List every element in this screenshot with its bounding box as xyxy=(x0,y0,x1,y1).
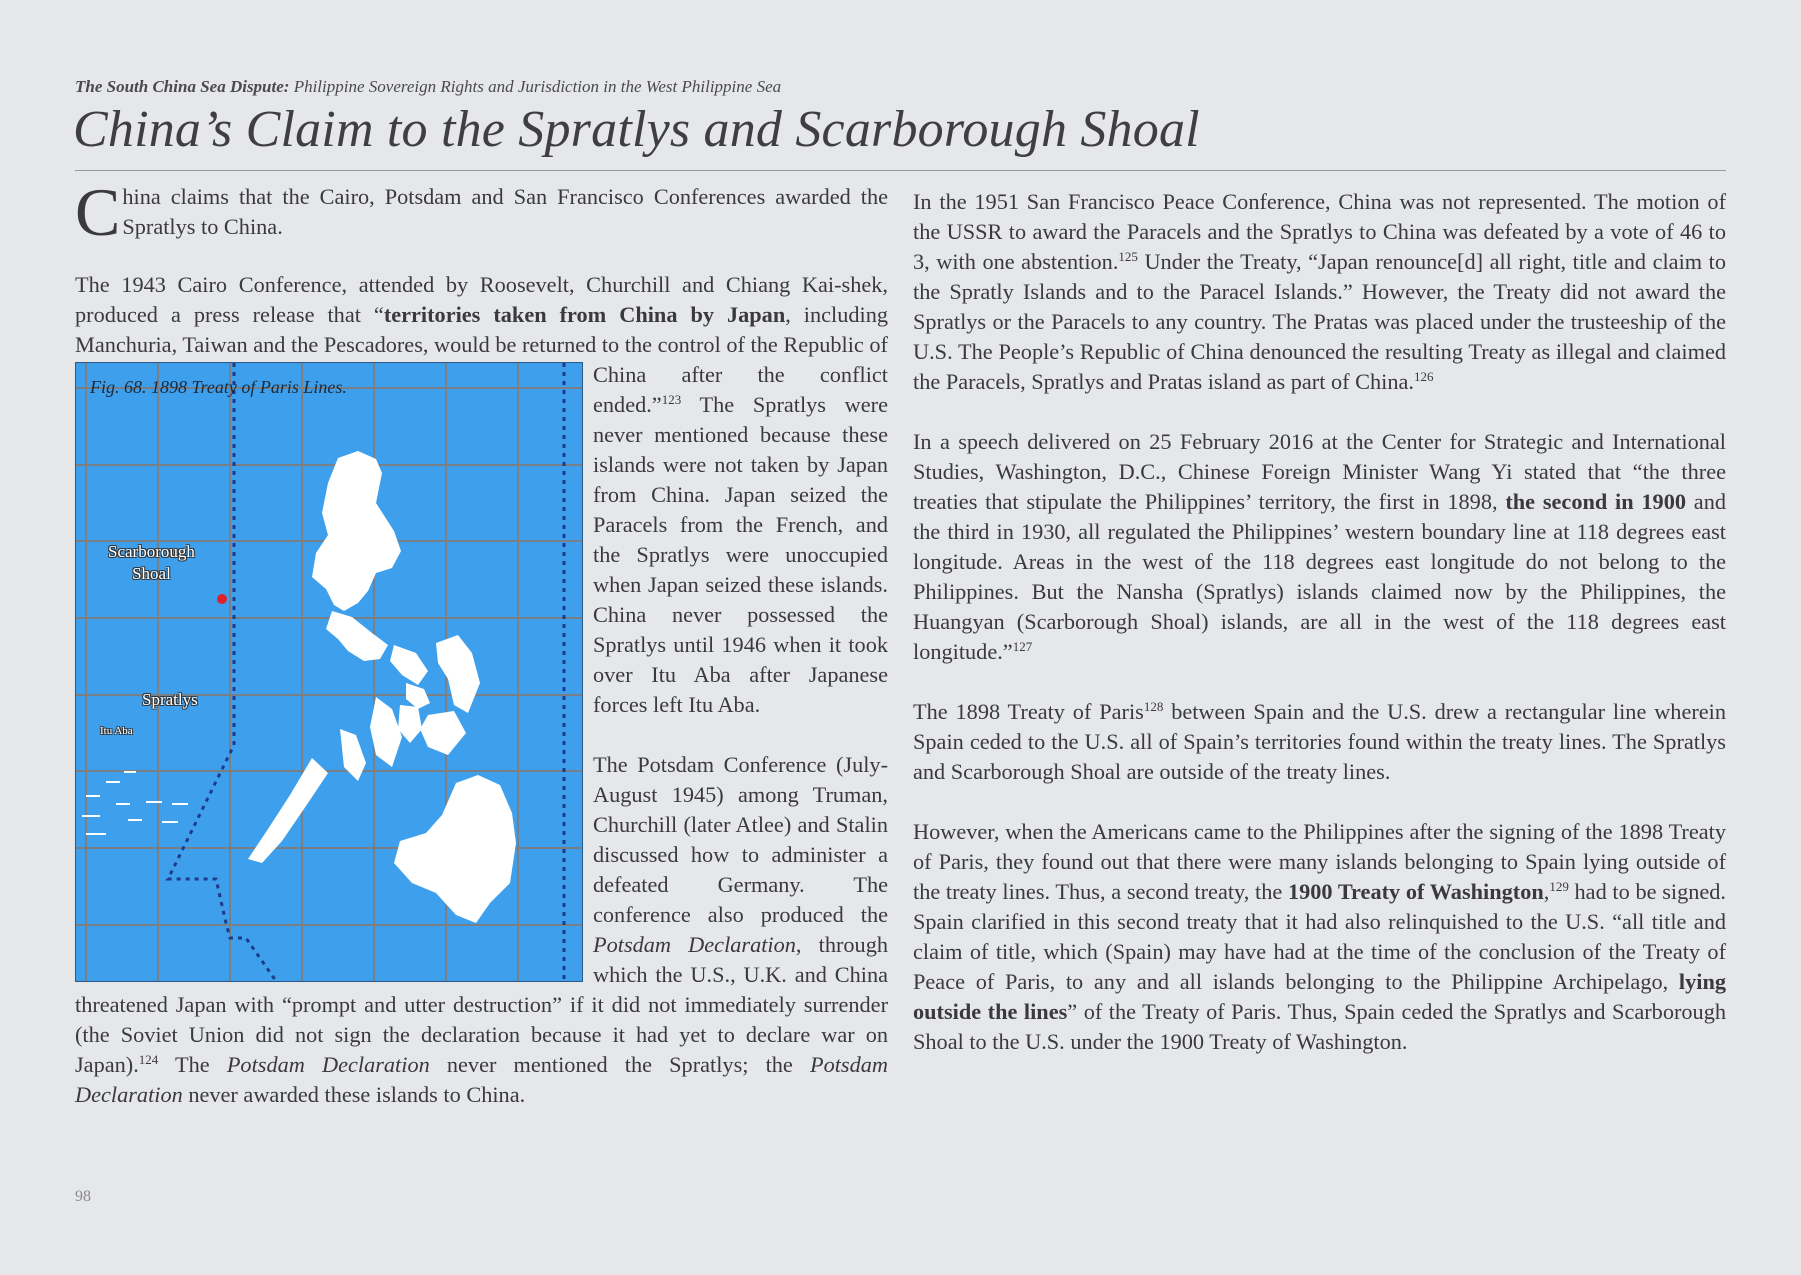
sf-text-a: In the 1951 San Francisco Peace Conference, China was not represented. The motion of the USSR to award the Paracels and the Spratlys to China was defeated by a vote of 46 to 3, with one abstention. xyxy=(913,189,1726,274)
potsdam-declaration-1: Potsdam Declaration xyxy=(593,932,796,957)
footnote-124: 124 xyxy=(138,1052,159,1067)
potsdam-text-e: never awarded these islands to China. xyxy=(182,1082,526,1107)
treaty-of-paris-paragraph xyxy=(913,697,1726,787)
san-francisco-paragraph xyxy=(913,187,1726,397)
cairo-bold-quote: territories taken from China by Japan xyxy=(383,302,786,327)
intro-text: hina claims that the Cairo, Potsdam and San Francisco Conferences awarded the Spratlys to China. xyxy=(122,184,888,239)
potsdam-declaration-3: Potsdam Declaration xyxy=(75,1052,888,1107)
paris-text-b: between Spain and the U.S. drew a rectangular line wherein Spain ceded to the U.S. all of Spain’s territories found within the treaty lines. The Spratlys and Scarborough Shoal are outside of the treaty lines. xyxy=(913,699,1727,784)
figure-caption: Fig. 68. 1898 Treaty of Paris Lines. xyxy=(90,377,347,397)
page-number: 98 xyxy=(75,1188,91,1205)
running-head-subtitle: Philippine Sovereign Rights and Jurisdiction in the West Philippine Sea xyxy=(293,77,782,96)
spratlys-label: Spratlys xyxy=(142,690,198,709)
cairo-paragraph xyxy=(75,270,889,737)
potsdam-text-c: The xyxy=(158,1052,227,1077)
potsdam-declaration-2: Potsdam Declaration xyxy=(226,1052,430,1077)
scarborough-label-line-2: Shoal xyxy=(132,564,171,583)
paris-text-a: The 1898 Treaty of Paris xyxy=(913,699,1144,724)
footnote-126: 126 xyxy=(1413,369,1434,384)
footnote-123: 123 xyxy=(661,392,682,407)
right-column xyxy=(913,187,1726,1087)
scarborough-label xyxy=(108,541,195,585)
itu-aba-label: Itu Aba xyxy=(100,725,133,737)
treaty-map-svg xyxy=(76,363,582,981)
cairo-text-c: The Spratlys were never mentioned because these islands were not taken by Japan from China. Japan seized the Paracels from the French, and the Spratlys were unoccupied when Japan seized these islands. China never possessed the Spratlys until 1946 when it took over Itu Aba after Japanese forces left Itu Aba. xyxy=(593,392,888,717)
page-title: China’s Claim to the Spratlys and Scarborough Shoal xyxy=(73,101,1200,158)
running-head xyxy=(75,77,781,97)
cairo-text-a: The 1943 Cairo Conference, attended by Roosevelt, Churchill and Chiang Kai-shek, produced a press release that “ xyxy=(75,272,888,327)
treaty-map-figure xyxy=(75,362,583,982)
sf-text-b: Under the Treaty, “Japan renounce[d] all right, title and claim to the Spratly Islands and to the Paracel Islands.” However, the Treaty did not award the Spratlys or the Paracels to any country. The Pratas was placed under the trusteeship of the U.S. The People’s Republic of China denounced the resulting Treaty as illegal and claimed the Paracels, Spratlys and Pratas island as part of China. xyxy=(913,249,1726,394)
potsdam-text-b: , through which the U.S., U.K. and China threatened Japan with “prompt and utter destruction” if it did not immediately surrender (the Soviet Union did not sign the declaration because it had yet to declare war on Japan). xyxy=(75,932,888,1077)
footnote-129: 129 xyxy=(1549,879,1569,894)
washington-text-d: ” of the Treaty of Paris. Thus, Spain ceded the Spratlys and Scarborough Shoal to the U.S. under the 1900 Treaty of Washington. xyxy=(913,999,1726,1054)
wang-yi-bold: the second in 1900 xyxy=(1505,489,1687,514)
intro-paragraph xyxy=(75,174,888,250)
potsdam-text-d: never mentioned the Spratlys; the xyxy=(429,1052,810,1077)
wang-yi-paragraph xyxy=(913,427,1726,667)
cairo-text-b: , including Manchuria, Taiwan and the Pescadores, would be returned to the xyxy=(75,302,889,357)
scarborough-label-line-1: Scarborough xyxy=(108,542,195,561)
running-head-book-title: The South China Sea Dispute: xyxy=(75,77,290,96)
footnote-125: 125 xyxy=(1118,249,1138,264)
drop-cap: C xyxy=(75,174,121,250)
cairo-text-b-cont: control of the Republic of China after the conflict ended.” xyxy=(593,332,888,417)
left-column xyxy=(75,174,889,1140)
wang-yi-text-b: and the third in 1930, all regulated the Philippines’ western boundary line at 118 degrees east longitude. Areas in the west of the 118 degrees east longitude do not belong to the Philippines. But the Nansha (Spratlys) islands claimed now by the Philippines, the Huangyan (Scarborough Shoal) islands, are all in the west of the 118 degrees east longitude.” xyxy=(913,489,1726,664)
footnote-128: 128 xyxy=(1143,699,1164,714)
wang-yi-text-a: In a speech delivered on 25 February 2016 at the Center for Strategic and International Studies, Washington, D.C., Chinese Foreign Minister Wang Yi stated that “the three treaties that stipulate the Philippines’ territory, the first in 1898, xyxy=(913,429,1726,514)
title-rule xyxy=(75,170,1726,171)
potsdam-text-a: The Potsdam Conference (July-August 1945) among Truman, Churchill (later Atlee) and Stalin discussed how to administer a defeated Germany. The conference also produced the xyxy=(593,752,888,927)
washington-text-a: However, when the Americans came to the Philippines after the signing of the 1898 Treaty of Paris, they found out that there were many islands belonging to Spain lying outside of the treaty lines. Thus, a second treaty, the xyxy=(913,819,1726,904)
treaty-of-washington-paragraph xyxy=(913,817,1726,1057)
washington-text-b: , xyxy=(1543,879,1550,904)
washington-bold-lines: lying outside the lines xyxy=(913,969,1726,1024)
footnote-127: 127 xyxy=(1012,639,1033,654)
scarborough-shoal-marker xyxy=(217,594,227,604)
washington-bold-treaty: 1900 Treaty of Washington xyxy=(1287,879,1544,904)
washington-text-c: had to be signed. Spain clarified in this second treaty that it had also relinquished to the U.S. “all title and claim of title, which (Spain) may have had at the time of the conclusion of the Treaty of Peace of Paris, to any and all islands belonging to the Philippine Archipelago, xyxy=(913,879,1726,994)
